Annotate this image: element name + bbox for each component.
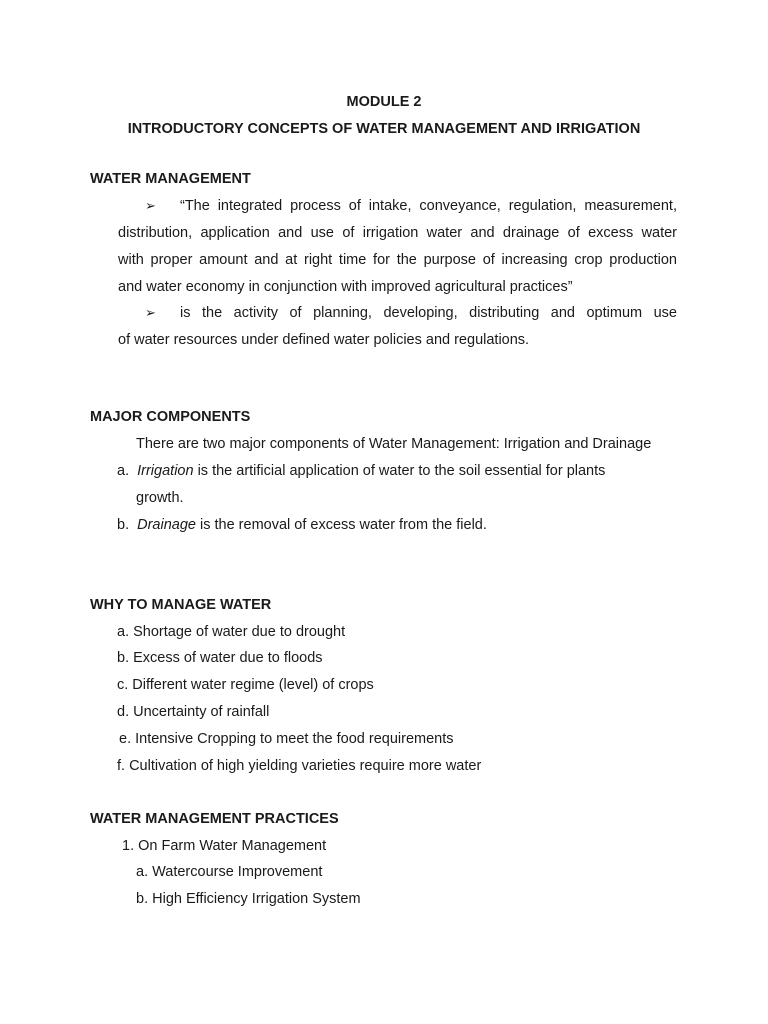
list-item: c. Different water regime (level) of crops <box>117 677 374 693</box>
list-item: a. Shortage of water due to drought <box>117 624 346 640</box>
drainage-definition: is the removal of excess water from the field. <box>195 517 487 533</box>
irrigation-definition: is the artificial application of water to the soil essential for plants <box>193 463 606 479</box>
definition-2-line: is the activity of planning, developing, distributing and optimum use <box>180 305 677 321</box>
list-item-irrigation <box>117 462 605 480</box>
definition-2-first-line <box>118 304 677 322</box>
list-item-drainage <box>117 516 487 534</box>
list-item: e. Intensive Cropping to meet the food requirements <box>119 731 454 747</box>
definition-1-line: and water economy in conjunction with improved agricultural practices” <box>118 279 573 295</box>
document-title: INTRODUCTORY CONCEPTS OF WATER MANAGEMENT AND IRRIGATION <box>127 121 641 137</box>
definition-2-line: of water resources under defined water policies and regulations. <box>118 332 530 348</box>
list-marker: a. <box>117 463 130 479</box>
heading-water-management-practices: WATER MANAGEMENT PRACTICES <box>90 811 339 827</box>
list-item: b. Excess of water due to floods <box>117 650 323 666</box>
definition-1-line: “The integrated process of intake, conveyance, regulation, measurement, <box>180 198 677 214</box>
practice-sub-item: b. High Efficiency Irrigation System <box>136 891 361 907</box>
term-irrigation: Irrigation <box>137 463 194 479</box>
irrigation-definition-continued: growth. <box>136 490 184 506</box>
practice-sub-item: a. Watercourse Improvement <box>136 864 323 880</box>
term-drainage: Drainage <box>137 517 196 533</box>
heading-water-management: WATER MANAGEMENT <box>90 171 251 187</box>
practice-item: 1. On Farm Water Management <box>122 838 327 854</box>
arrow-bullet-icon: ➢ <box>145 305 156 320</box>
list-marker: b. <box>117 517 130 533</box>
module-number: MODULE 2 <box>346 94 422 110</box>
definition-1-line: with proper amount and at right time for the purpose of increasing crop production <box>118 252 677 268</box>
heading-why-manage-water: WHY TO MANAGE WATER <box>90 597 272 613</box>
definition-1-first-line <box>118 197 677 215</box>
list-item: f. Cultivation of high yielding varieties require more water <box>117 758 482 774</box>
list-item: d. Uncertainty of rainfall <box>117 704 270 720</box>
components-intro: There are two major components of Water Management: Irrigation and Drainage <box>136 436 652 452</box>
arrow-bullet-icon: ➢ <box>145 198 156 213</box>
definition-1-line: distribution, application and use of irrigation water and drainage of excess water <box>118 225 677 241</box>
heading-major-components: MAJOR COMPONENTS <box>90 409 251 425</box>
